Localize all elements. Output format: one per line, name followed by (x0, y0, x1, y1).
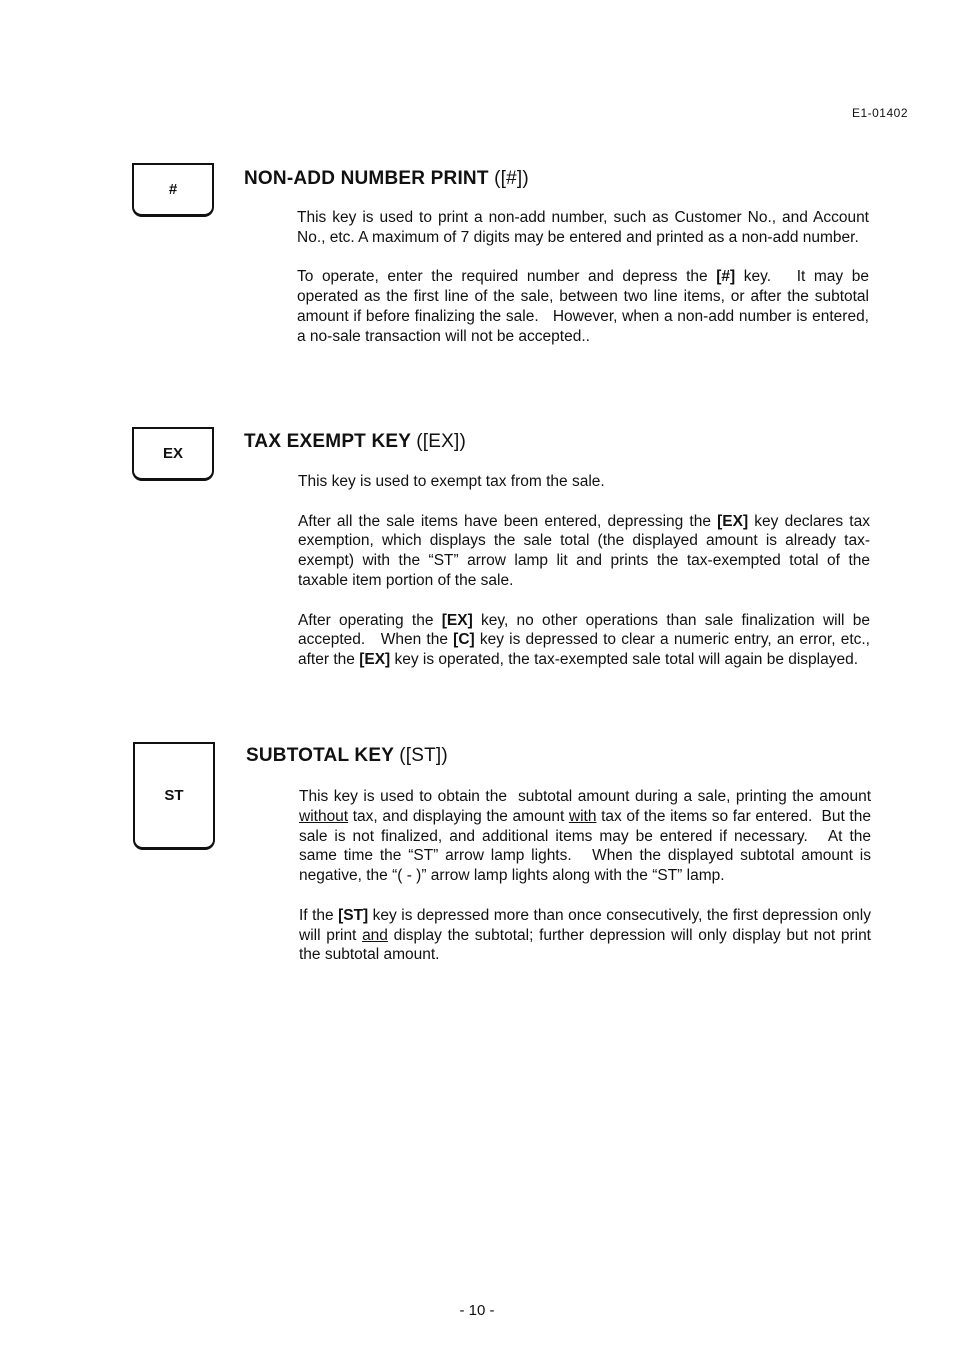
section-heading-tax-exempt (244, 431, 466, 453)
ex-key-icon (132, 427, 214, 481)
paragraph: After all the sale items have been entered, depressing the [EX] key declares tax exemption, which displays the sale total (the displayed amount is already tax-exempt) with the “ST” arrow lamp lit and prints the tax-exempted total of the taxable item portion of the sale. (298, 512, 870, 589)
hash-key-icon (132, 163, 214, 217)
paragraph: If the [ST] key is depressed more than once consecutively, the first depression only will print and display the subtotal; further depression will only display but not print the subtotal amount. (299, 906, 871, 964)
paragraph: This key is used to print a non-add number, such as Customer No., and Account No., etc. A maximum of 7 digits may be entered and printed as a non-add number. (297, 209, 869, 246)
section-body-tax-exempt (298, 472, 870, 690)
section-key-ref-subtotal: ([ST]) (399, 745, 448, 766)
paragraph: This key is used to exempt tax from the sale. (298, 473, 605, 490)
hash-key-label: # (168, 181, 178, 198)
paragraph: To operate, enter the required number and depress the [#] key. It may be operated as the first line of the sale, between two line items, or after the subtotal amount if before finalizing the sale. However, when a non-add number is entered, a no-sale transaction will not be accepted.. (297, 268, 869, 345)
section-body-non-add (297, 208, 869, 366)
section-body-subtotal (299, 787, 871, 985)
section-key-ref-tax-exempt: ([EX]) (416, 431, 467, 452)
paragraph: After operating the [EX] key, no other operations than sale finalization will be accepted. When the [C] key is depressed to clear a numeric entry, an error, etc., after the [EX] key is operated, the tax-exempted sale total will again be displayed. (298, 611, 870, 669)
page-number: - 10 - (459, 1302, 495, 1319)
section-title-non-add: NON-ADD NUMBER PRINT (244, 168, 489, 189)
section-heading-subtotal (246, 745, 448, 767)
section-title-tax-exempt: TAX EXEMPT KEY (244, 431, 411, 452)
st-key-label: ST (164, 787, 184, 804)
ex-key-label: EX (162, 445, 183, 462)
st-key-icon (133, 742, 215, 850)
paragraph: This key is used to obtain the subtotal amount during a sale, printing the amount without tax, and displaying the amount with tax of the items so far entered. But the sale is not finalized, and additional items may be entered if necessary. At the same time the “ST” arrow lamp lights. When the displayed subtotal amount is negative, the “( - )” arrow lamp lights along with the “ST” lamp. (299, 788, 871, 885)
section-key-ref-non-add: ([#]) (494, 168, 529, 189)
section-title-subtotal: SUBTOTAL KEY (246, 745, 394, 766)
section-heading-non-add (244, 168, 529, 190)
document-code: E1-01402 (851, 106, 908, 120)
